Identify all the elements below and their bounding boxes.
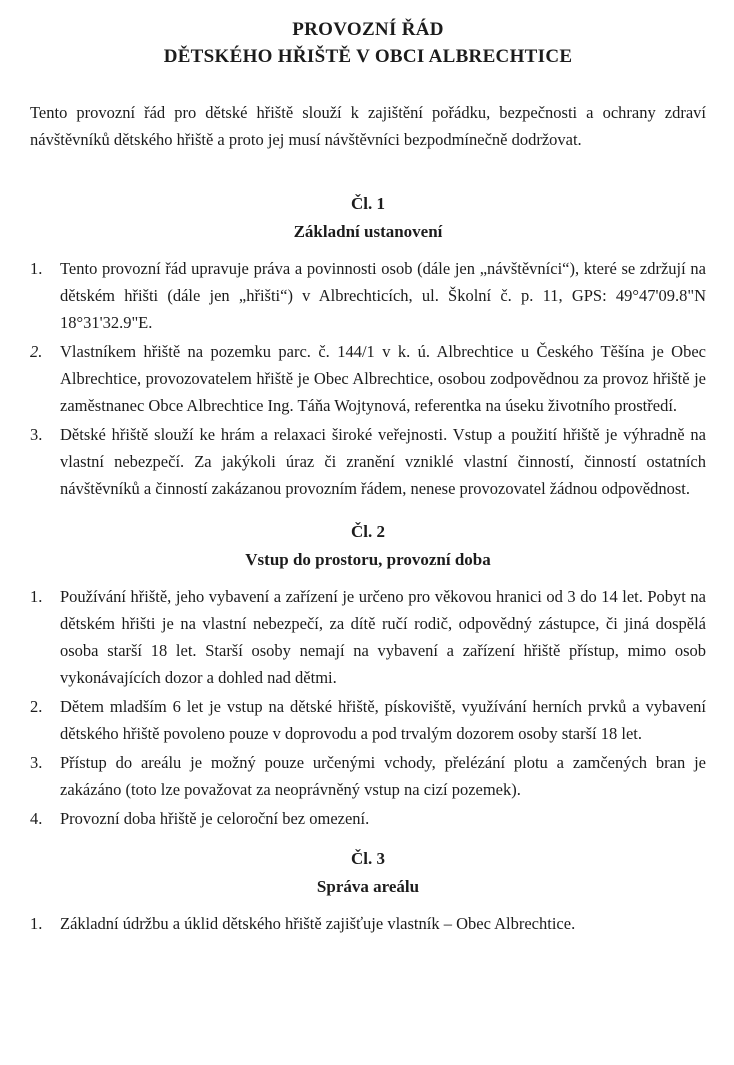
list-item xyxy=(30,338,706,419)
list-item-number: 4. xyxy=(30,809,43,828)
list-item xyxy=(30,805,706,832)
section-number: Čl. 2 xyxy=(351,522,385,541)
list-item-text: Používání hřiště, jeho vybavení a zařízení je určeno pro věkovou hranici od 3 do 14 let. Pobyt na dětském hřišti je na vlastní nebezpečí, za dítě ručí rodič, odpovědný zástupce, či jiná dospělá osoba starší 18 let. Starší osoby nemají na vybavení a zařízení hřiště přístup, mimo osob vykonávajících dozor a dohled nad dětmi. xyxy=(60,587,706,687)
list-item xyxy=(30,583,706,691)
list-item-number: 3. xyxy=(30,753,43,772)
list-item xyxy=(30,693,706,747)
list-item-number: 1. xyxy=(30,587,43,606)
list-item xyxy=(30,910,706,937)
section-number: Čl. 3 xyxy=(351,849,385,868)
list-item xyxy=(30,255,706,336)
section-list xyxy=(30,255,706,502)
section-number: Čl. 1 xyxy=(351,194,385,213)
list-item-text: Dětem mladším 6 let je vstup na dětské hřiště, pískoviště, využívání herních prvků a vybavení dětského hřiště povoleno pouze v doprovodu a pod trvalým dozorem osoby starší 18 let. xyxy=(60,697,706,743)
section-title: Vstup do prostoru, provozní doba xyxy=(245,550,491,569)
section-list xyxy=(30,583,706,832)
list-item xyxy=(30,421,706,502)
section-cl-1 xyxy=(30,190,706,502)
list-item xyxy=(30,749,706,803)
list-item-number: 2. xyxy=(30,697,43,716)
list-item-number: 3. xyxy=(30,425,43,444)
section-title: Základní ustanovení xyxy=(293,222,443,241)
list-item-text: Základní údržbu a úklid dětského hřiště zajišťuje vlastník – Obec Albrechtice. xyxy=(60,914,576,933)
section-cl-2 xyxy=(30,518,706,832)
document-title xyxy=(30,16,706,70)
list-item-text: Vlastníkem hřiště na pozemku parc. č. 144/1 v k. ú. Albrechtice u Českého Těšína je Obec Albrechtice, provozovatelem hřiště je Obec Albrechtice, osobou zodpovědnou za provoz hřiště je zaměstnanec Obce Albrechtice Ing. Táňa Wojtynová, referentka na úseku životního prostředí. xyxy=(60,342,706,415)
list-item-number: 2. xyxy=(30,342,43,361)
title-line-2: DĚTSKÉHO HŘIŠTĚ V OBCI ALBRECHTICE xyxy=(163,46,573,67)
intro-paragraph: Tento provozní řád pro dětské hřiště slouží k zajištění pořádku, bezpečnosti a ochrany zdraví návštěvníků dětského hřiště a proto jej musí návštěvníci bezpodmínečně dodržovat. xyxy=(30,103,706,149)
section-title: Správa areálu xyxy=(316,877,420,896)
section-list xyxy=(30,910,706,937)
list-item-text: Dětské hřiště slouží ke hrám a relaxaci široké veřejnosti. Vstup a použití hřiště je výhradně na vlastní nebezpečí. Za jakýkoli úraz či zranění vzniklé vlastní činností, činností ostatních návštěvníků a činností zakázanou provozním řádem, nenese provozovatel žádnou odpovědnost. xyxy=(60,425,706,498)
section-cl-3 xyxy=(30,845,706,937)
list-item-text: Tento provozní řád upravuje práva a povinnosti osob (dále jen „návštěvníci“), které se zdržují na dětském hřišti (dále jen „hřišti“) v Albrechticích, ul. Školní č. p. 11, GPS: 49°47'09.8"N 18°31'32.9"E. xyxy=(60,259,706,332)
list-item-number: 1. xyxy=(30,914,43,933)
list-item-text: Přístup do areálu je možný pouze určenými vchody, přelézání plotu a zamčených bran je zakázáno (toto lze považovat za neoprávněný vstup na cizí pozemek). xyxy=(60,753,706,799)
title-line-1: PROVOZNÍ ŘÁD xyxy=(292,19,444,40)
list-item-text: Provozní doba hřiště je celoroční bez omezení. xyxy=(60,809,370,828)
list-item-number: 1. xyxy=(30,259,43,278)
